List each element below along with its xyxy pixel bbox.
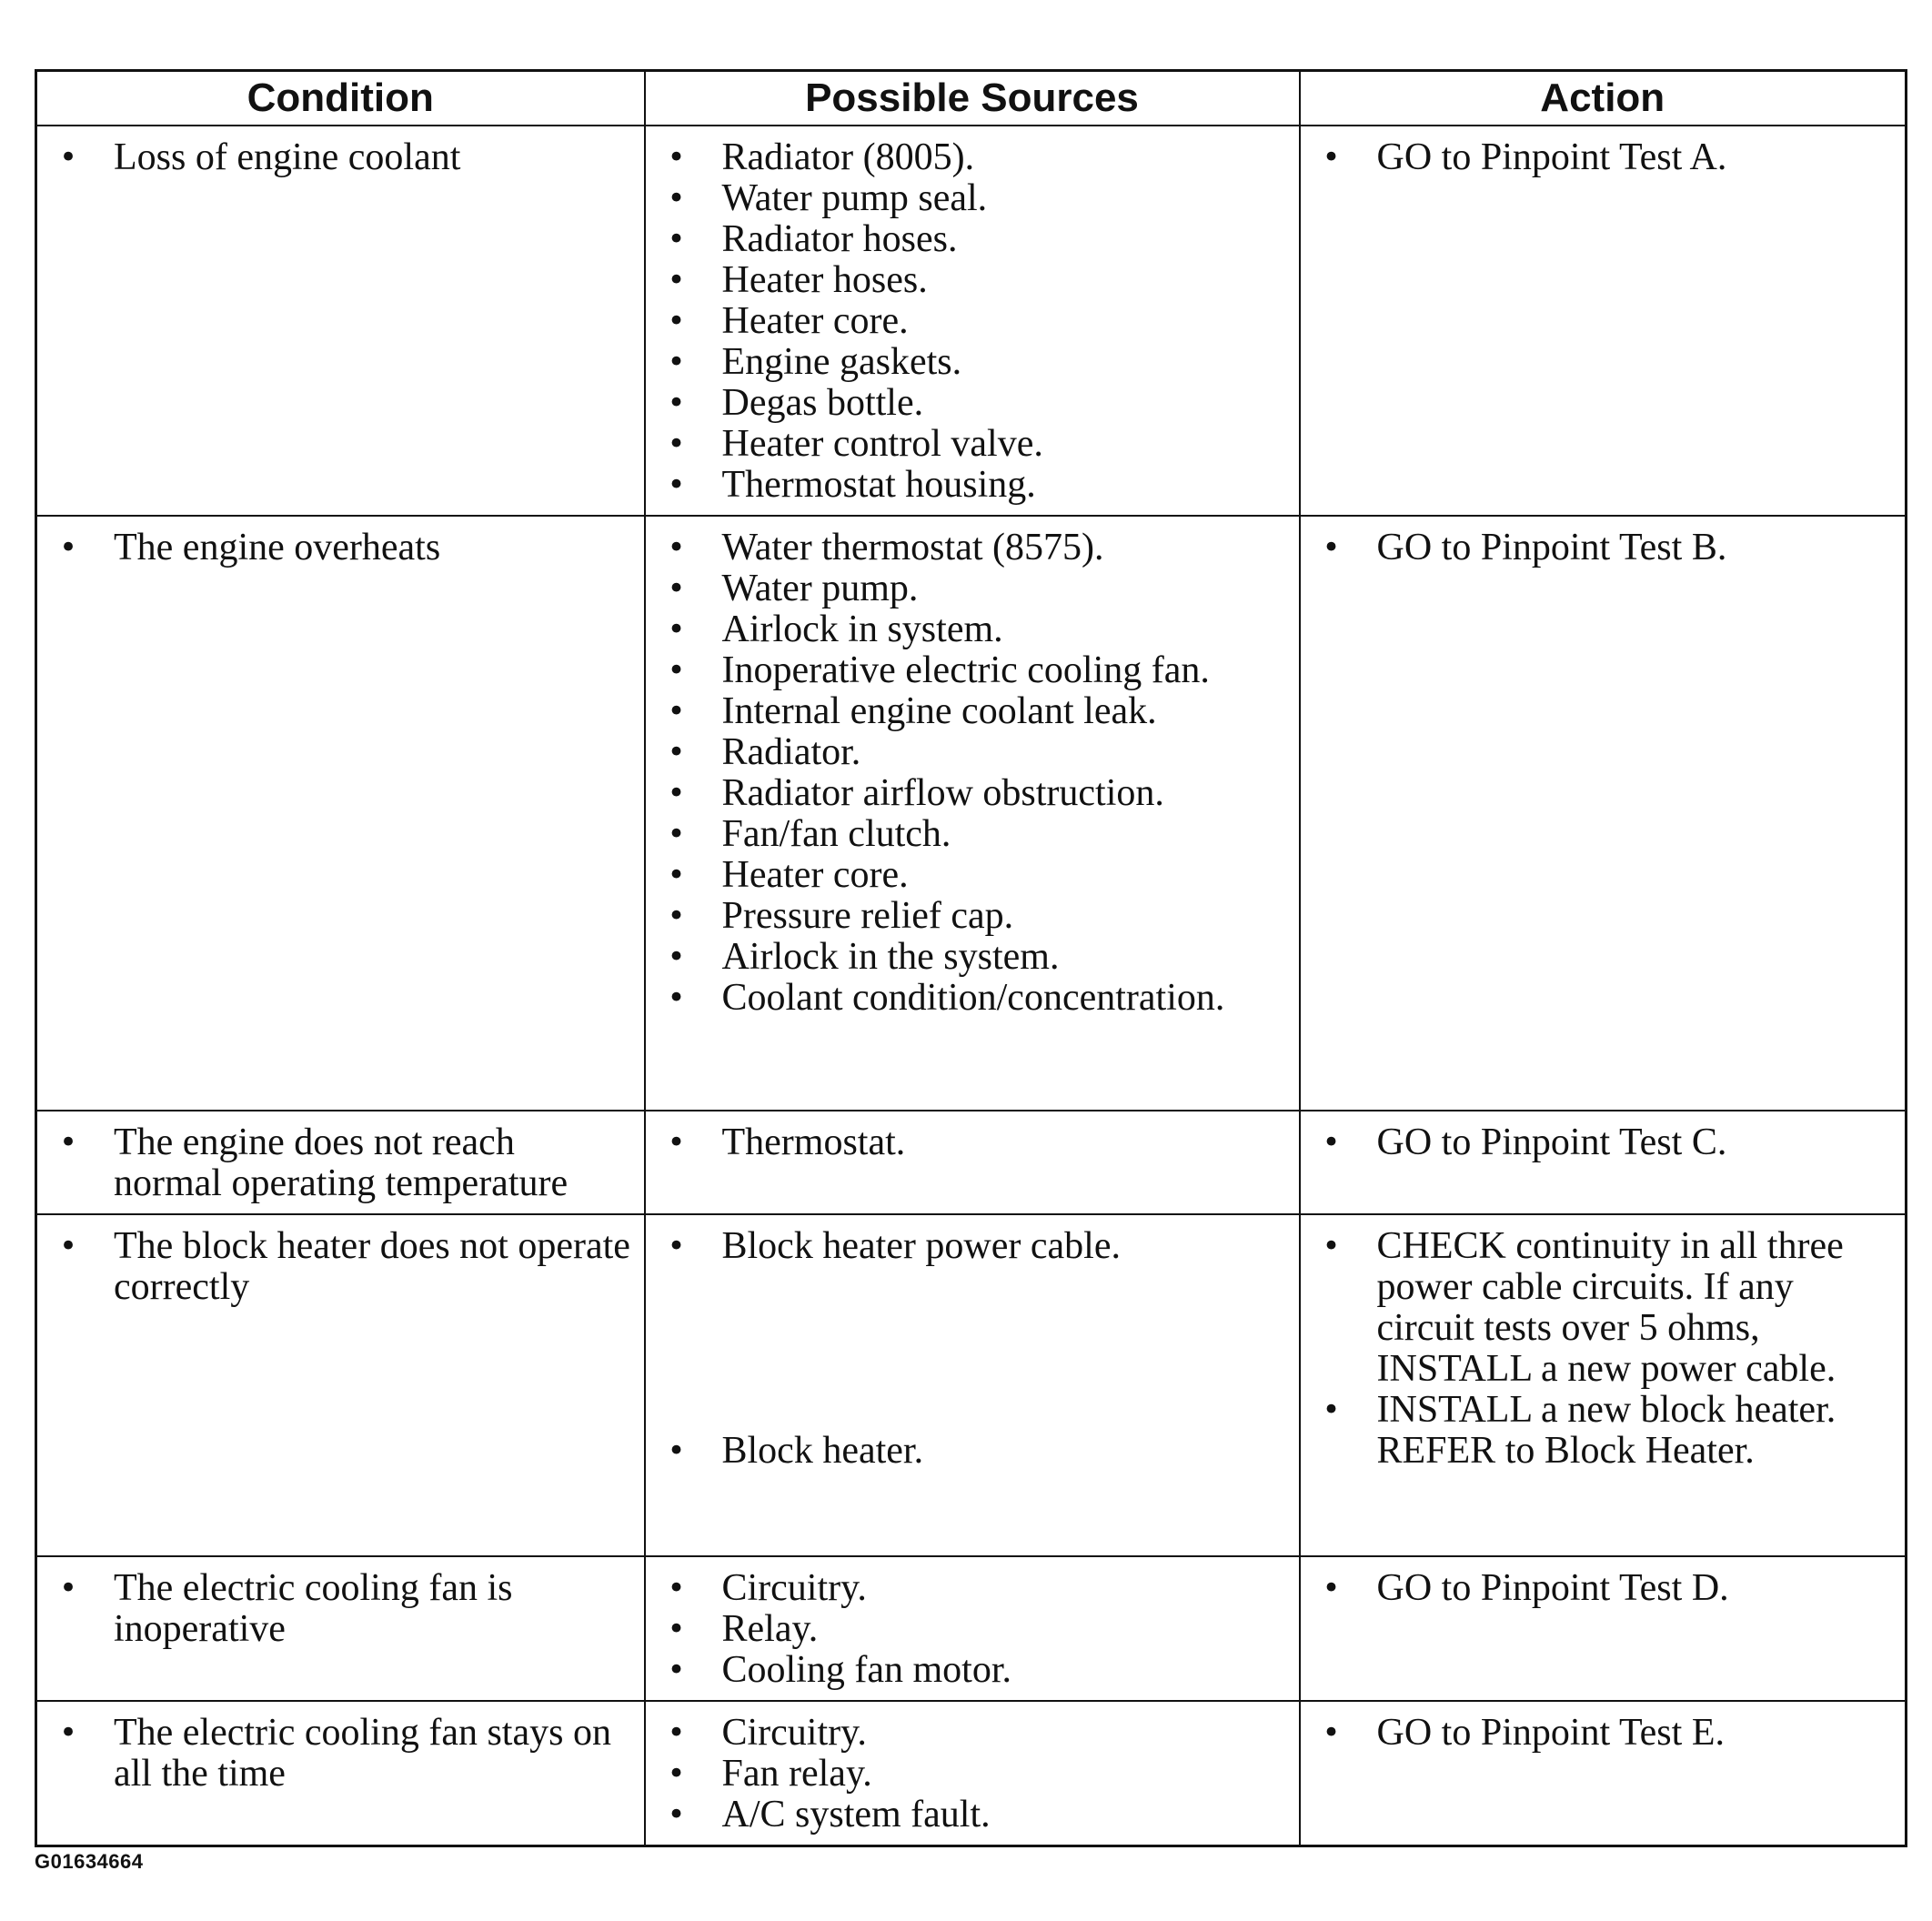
source-item: • Cooling fan motor. <box>659 1650 1286 1691</box>
source-item: • Circuitry. <box>659 1713 1286 1754</box>
table-row <box>36 1214 1907 1556</box>
source-item: • Fan relay. <box>659 1754 1286 1795</box>
source-item: • Heater hoses. <box>659 260 1286 301</box>
condition-text: • The block heater does not operate correctly <box>50 1226 631 1308</box>
condition-text: • The engine does not reach normal operating temperature <box>50 1122 631 1204</box>
header-action: Action <box>1300 71 1907 126</box>
condition-cell <box>36 126 645 516</box>
source-item: • Coolant condition/concentration. <box>659 978 1286 1019</box>
source-item: • A/C system fault. <box>659 1795 1286 1836</box>
sources-cell <box>645 126 1300 516</box>
condition-cell <box>36 1701 645 1846</box>
source-item: • Radiator airflow obstruction. <box>659 773 1286 814</box>
action-item: • CHECK continuity in all three power cable circuits. If any circuit tests over 5 ohms, INSTALL a new power cable. <box>1313 1226 1893 1390</box>
action-cell <box>1300 516 1907 1111</box>
condition-cell <box>36 1556 645 1701</box>
source-item: • Heater core. <box>659 301 1286 342</box>
source-item: • Relay. <box>659 1609 1286 1650</box>
source-item: • Airlock in the system. <box>659 937 1286 978</box>
action-item: • GO to Pinpoint Test B. <box>1313 528 1893 568</box>
source-item: • Heater control valve. <box>659 424 1286 465</box>
source-item: • Airlock in system. <box>659 609 1286 650</box>
action-cell <box>1300 1111 1907 1214</box>
table-row <box>36 1556 1907 1701</box>
table-row <box>36 1111 1907 1214</box>
figure-id-label: G01634664 <box>35 1850 144 1873</box>
source-item: • Water thermostat (8575). <box>659 528 1286 568</box>
symptom-chart-table <box>35 69 1907 1847</box>
source-item: • Radiator hoses. <box>659 219 1286 260</box>
header-possible-sources: Possible Sources <box>645 71 1300 126</box>
sources-cell <box>645 1556 1300 1701</box>
source-item: • Pressure relief cap. <box>659 896 1286 937</box>
source-item: • Internal engine coolant leak. <box>659 691 1286 732</box>
action-item: • GO to Pinpoint Test A. <box>1313 137 1893 178</box>
condition-text: • Loss of engine coolant <box>50 137 631 178</box>
source-item: • Block heater power cable. <box>659 1226 1286 1267</box>
spacer <box>659 1267 1286 1431</box>
action-item: • INSTALL a new block heater. REFER to Block Heater. <box>1313 1390 1893 1472</box>
source-item: • Inoperative electric cooling fan. <box>659 650 1286 691</box>
diagnosis-table-container <box>35 69 1905 1847</box>
source-item: • Fan/fan clutch. <box>659 814 1286 855</box>
table-row <box>36 516 1907 1111</box>
source-item: • Water pump seal. <box>659 178 1286 219</box>
sources-cell <box>645 516 1300 1111</box>
table-row <box>36 126 1907 516</box>
action-cell <box>1300 126 1907 516</box>
condition-cell <box>36 1111 645 1214</box>
action-cell <box>1300 1556 1907 1701</box>
header-condition: Condition <box>36 71 645 126</box>
condition-cell <box>36 1214 645 1556</box>
source-item: • Water pump. <box>659 568 1286 609</box>
condition-cell <box>36 516 645 1111</box>
source-item: • Block heater. <box>659 1431 1286 1472</box>
sources-cell <box>645 1701 1300 1846</box>
action-item: • GO to Pinpoint Test C. <box>1313 1122 1893 1163</box>
sources-cell <box>645 1111 1300 1214</box>
action-cell <box>1300 1214 1907 1556</box>
source-item: • Circuitry. <box>659 1568 1286 1609</box>
source-item: • Thermostat housing. <box>659 465 1286 506</box>
condition-text: • The electric cooling fan is inoperative <box>50 1568 631 1650</box>
action-item: • GO to Pinpoint Test E. <box>1313 1713 1893 1754</box>
source-item: • Heater core. <box>659 855 1286 896</box>
sources-cell <box>645 1214 1300 1556</box>
source-item: • Radiator (8005). <box>659 137 1286 178</box>
source-item: • Engine gaskets. <box>659 342 1286 383</box>
header-row <box>36 71 1907 126</box>
condition-text: • The electric cooling fan stays on all the time <box>50 1713 631 1795</box>
source-item: • Degas bottle. <box>659 383 1286 424</box>
source-item: • Thermostat. <box>659 1122 1286 1163</box>
action-item: • GO to Pinpoint Test D. <box>1313 1568 1893 1609</box>
source-item: • Radiator. <box>659 732 1286 773</box>
condition-text: • The engine overheats <box>50 528 631 568</box>
table-row <box>36 1701 1907 1846</box>
action-cell <box>1300 1701 1907 1846</box>
